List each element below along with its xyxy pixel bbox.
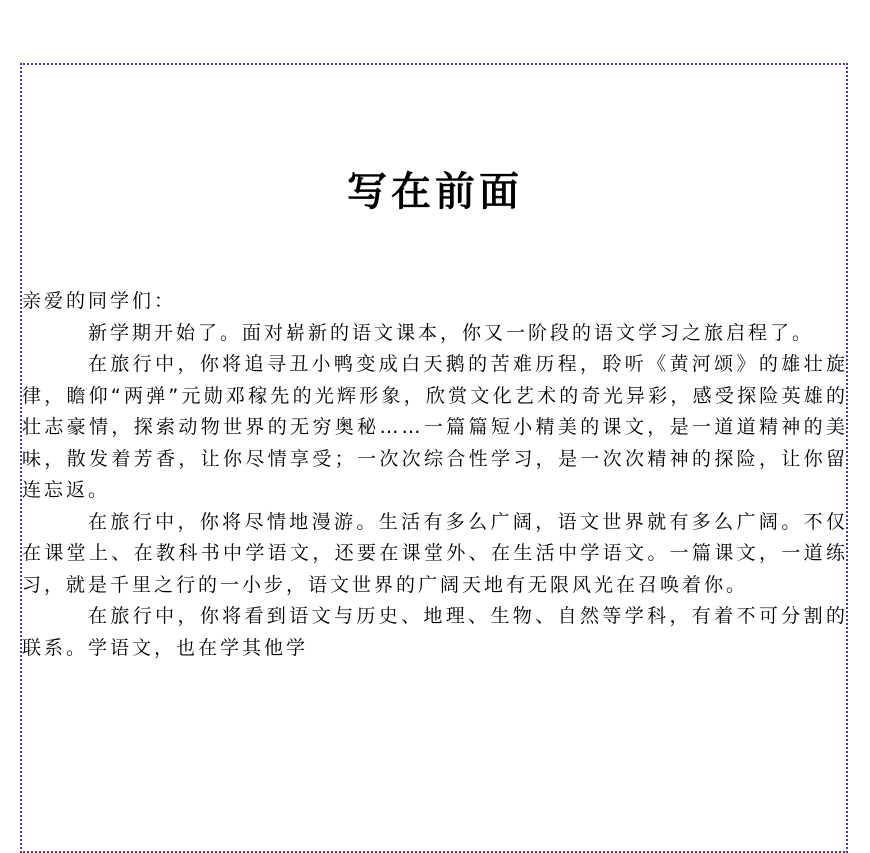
paragraph-2: 在旅行中，你将追寻丑小鸭变成白天鹅的苦难历程，聆听《黄河颂》的雄壮旋律，瞻仰“两弹”元勋邓稼先的光辉形象，欣赏文化艺术的奇光异彩，感受探险英雄的壮志豪情，探索动物世界的无穷奥秘……一篇篇短小精美的课文，是一道道精神的美味，散发着芳香，让你尽情享受；一次次综合性学习，是一次次精神的探险，让你留连忘返。	[22, 353, 848, 501]
document-body	[22, 286, 848, 664]
paragraph-4: 在旅行中，你将看到语文与历史、地理、生物、自然等学科，有着不可分割的联系。学语文，也在学其他学	[22, 605, 848, 659]
page-title: 写在前面	[347, 169, 523, 215]
paragraph-1: 新学期开始了。面对崭新的语文课本，你又一阶段的语文学习之旅启程了。	[88, 321, 815, 344]
paragraph-3: 在旅行中，你将尽情地漫游。生活有多么广阔，语文世界就有多么广阔。不仅在课堂上、在教科书中学语文，还要在课堂外、在生活中学语文。一篇课文，一道练习，就是千里之行的一小步，语文世界的广阔天地有无限风光在召唤着你。	[22, 510, 848, 596]
greeting: 亲爱的同学们：	[22, 290, 177, 312]
